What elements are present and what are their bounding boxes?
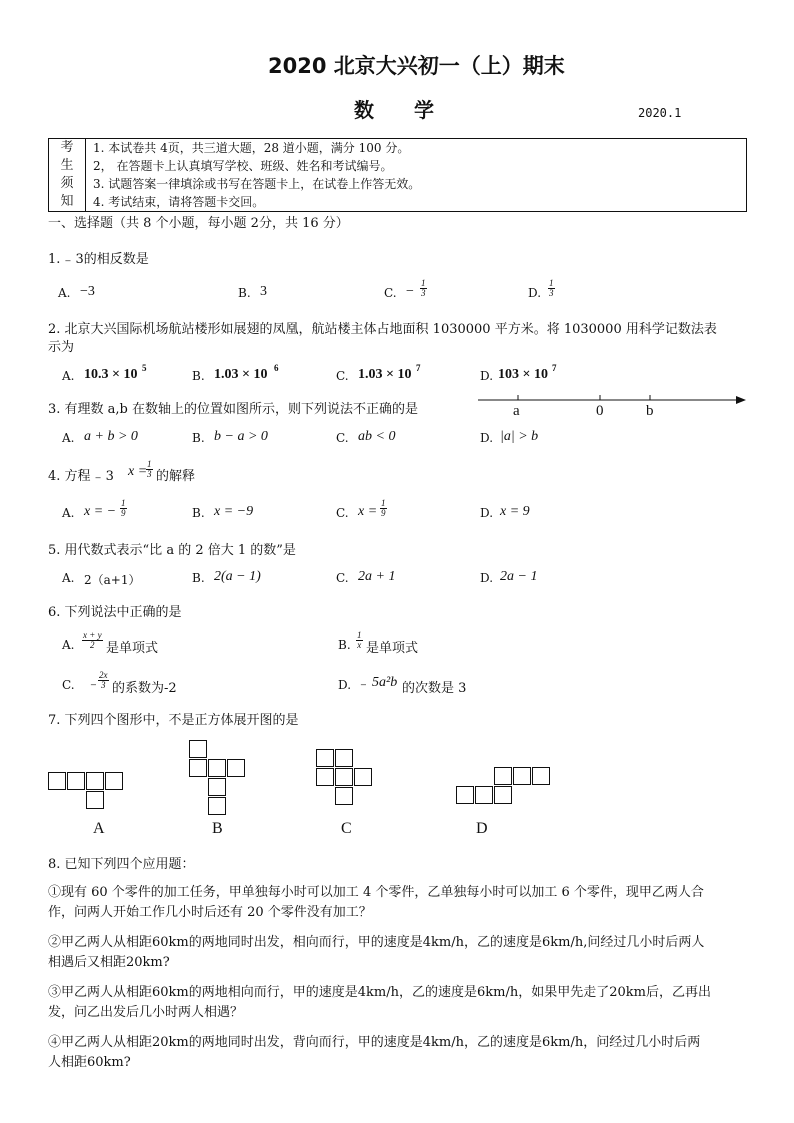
fraction-numerator: 1 [147, 459, 152, 469]
q6-option-c [62, 672, 262, 698]
question-1-stem: 1. ₋ 3的相反数是 [48, 252, 149, 267]
net-cell [227, 759, 245, 777]
problem-line: 发，问乙出发后几小时两人相遇？ [48, 1005, 244, 1020]
option-sign: ₋ [90, 676, 97, 691]
notice-label-char: 须 [60, 176, 74, 191]
stem-math: x = [128, 464, 148, 479]
notice-label-char: 考 [60, 140, 74, 155]
option-label: A. [62, 369, 75, 383]
notice-rule: 1. 本试卷共 4页，共三道大题，28 道小题，满分 100 分。 [93, 141, 410, 155]
option-label: D. [480, 571, 494, 585]
fraction-numerator: 2x [99, 670, 108, 680]
option-math: 5a²b [372, 675, 398, 690]
fraction [548, 279, 555, 298]
problem-line: ①现有 60 个零件的加工任务，甲单独每小时可以加工 4 个零件，乙单独每小时可以加工 6 个零件，现甲乙两人合 [48, 885, 704, 900]
fraction-denominator: 3 [549, 288, 554, 298]
q6-option-b [338, 632, 478, 658]
subject-title: 数学 [354, 98, 474, 122]
option-label: D. [480, 369, 494, 383]
figure-label-c: C [341, 820, 352, 837]
net-cell [354, 768, 372, 786]
problem-line: ③甲乙两人从相距60km的两地相向而行，甲的速度是4km/h，乙的速度是6km/h，如果甲先走了20km后，乙再出 [48, 985, 711, 1000]
option-exponent: 6 [274, 363, 279, 373]
net-cell [189, 759, 207, 777]
option-label: C. [62, 678, 75, 692]
option-text: 的系数为-2 [112, 681, 177, 696]
notice-rule: 4. 考试结束，请将答题卡交回。 [93, 195, 265, 209]
option-exponent: 7 [552, 363, 557, 373]
option-label: A. [62, 506, 75, 520]
question-2-stem: 2. 北京大兴国际机场航站楼形如展翅的凤凰，航站楼主体占地面积 1030000 平方米。将 1030000 用科学记数法表 [48, 322, 717, 337]
option-value: |a| > b [500, 429, 539, 444]
fraction [82, 631, 103, 650]
fraction-denominator: 9 [121, 508, 126, 518]
problem-line: 相遇后又相距20km? [48, 955, 170, 970]
problem-4 [48, 1033, 748, 1073]
option-exponent: 5 [142, 363, 147, 373]
net-cell [86, 791, 104, 809]
net-cell [532, 767, 550, 785]
net-cell [335, 749, 353, 767]
section-heading: 一、选择题（共 8 个小题，每小题 2分，共 16 分） [48, 216, 349, 231]
option-label: A. [62, 571, 75, 585]
problem-line: ②甲乙两人从相距60km的两地同时出发，相向而行，甲的速度是4km/h，乙的速度是6km/h,问经过几小时后两人 [48, 935, 705, 950]
option-exponent: 7 [416, 363, 421, 373]
option-label: D. [338, 678, 352, 692]
figure-label-b: B [212, 820, 223, 837]
option-sign: ₋ [360, 676, 367, 691]
question-5-stem: 5. 用代数式表示“比 a 的 2 倍大 1 的数”是 [48, 543, 296, 558]
net-cell [494, 767, 512, 785]
net-cell [335, 787, 353, 805]
fraction [380, 499, 387, 518]
fraction-denominator: 3 [101, 680, 106, 690]
option-label: B. [192, 431, 205, 445]
fraction-numerator: x + y [83, 630, 102, 640]
notice-rule: 3. 试题答案一律填涂或书写在答题卡上，在试卷上作答无效。 [93, 177, 421, 191]
option-text: 是单项式 [106, 641, 159, 656]
q4-options [62, 498, 582, 526]
option-value: 1.03 × 10 [214, 367, 268, 382]
question-8-stem: 8. 已知下列四个应用题： [48, 857, 195, 872]
option-label: B. [238, 286, 251, 300]
option-value: x = [358, 504, 378, 519]
question-4-stem [48, 459, 268, 486]
option-value: 103 × 10 [498, 367, 548, 382]
option-value: 10.3 × 10 [84, 367, 138, 382]
stem-text: 4. 方程 ₋ 3 [48, 469, 114, 484]
option-value: −3 [80, 284, 95, 299]
problem-line: 人相距60km? [48, 1055, 131, 1070]
net-cell [335, 768, 353, 786]
option-value: a + b > 0 [84, 429, 138, 444]
net-cell [475, 786, 493, 804]
q6-option-a [62, 632, 202, 658]
q1-options [58, 278, 578, 306]
option-value: b − a > 0 [214, 429, 268, 444]
option-label: D. [480, 506, 494, 520]
option-text: 的次数是 3 [402, 681, 467, 696]
fraction [98, 671, 109, 690]
fraction [420, 279, 427, 298]
fraction-denominator: 3 [147, 469, 152, 479]
fraction [356, 631, 363, 650]
question-3-stem: 3. 有理数 a,b 在数轴上的位置如图所示，则下列说法不正确的是 [48, 402, 419, 417]
figure-label-a: A [93, 820, 105, 837]
net-cell [86, 772, 104, 790]
exam-date: 2020.1 [638, 106, 682, 120]
net-cell [456, 786, 474, 804]
net-cell [316, 749, 334, 767]
net-cell [48, 772, 66, 790]
option-value: 2(a − 1) [214, 569, 261, 584]
number-line-label-a: a [513, 403, 520, 419]
net-cell [208, 797, 226, 815]
net-cell [105, 772, 123, 790]
net-cell [208, 759, 226, 777]
net-cell [494, 786, 512, 804]
q6-option-d [338, 672, 538, 698]
q2-options [62, 363, 602, 388]
option-value: ab < 0 [358, 429, 396, 444]
option-label: B. [192, 506, 205, 520]
notice-label-char: 知 [60, 194, 74, 209]
number-line-arrow [736, 396, 746, 404]
net-cell [208, 778, 226, 796]
stem-text: 的解释 [156, 469, 196, 484]
fraction-numerator: 1 [549, 278, 554, 288]
option-value: x = −9 [214, 504, 254, 519]
question-6-stem: 6. 下列说法中正确的是 [48, 605, 182, 620]
problem-2 [48, 933, 748, 973]
option-label: C. [336, 431, 349, 445]
figure-label-d: D [476, 820, 488, 837]
question-7-stem: 7. 下列四个图形中，不是正方体展开图的是 [48, 713, 299, 728]
option-value: 2（a+1） [84, 573, 141, 587]
fraction-numerator: 1 [421, 278, 426, 288]
q5-options [62, 568, 582, 590]
option-label: B. [192, 369, 205, 383]
option-value: − [406, 284, 414, 299]
option-value: 2a + 1 [358, 569, 396, 584]
option-label: D. [480, 431, 494, 445]
problem-3 [48, 983, 748, 1023]
number-line-label-b: b [646, 403, 654, 419]
option-label: A. [62, 638, 75, 652]
option-value: 3 [260, 284, 267, 299]
option-label: B. [192, 571, 205, 585]
q3-options [62, 428, 582, 450]
page-title: 2020 北京大兴初一（上）期末 [268, 54, 565, 78]
option-label: A. [62, 431, 75, 445]
question-2-stem-cont: 示为 [48, 340, 75, 355]
problem-line: ④甲乙两人从相距20km的两地同时出发，背向而行，甲的速度是4km/h，乙的速度是6km/h，问经过几小时后两 [48, 1035, 701, 1050]
fraction [146, 460, 153, 479]
option-label: B. [338, 638, 351, 652]
option-text: 是单项式 [366, 641, 419, 656]
notice-rule: 2， 在答题卡上认真填写学校、班级、姓名和考试编号。 [93, 159, 393, 173]
problem-line: 作，问两人开始工作几小时后还有 20 个零件没有加工？ [48, 905, 372, 920]
option-value: 1.03 × 10 [358, 367, 412, 382]
number-line-label-0: 0 [596, 403, 604, 419]
fraction-numerator: 1 [381, 498, 386, 508]
fraction-numerator: 1 [357, 630, 362, 640]
net-cell [316, 768, 334, 786]
fraction-denominator: 2 [90, 640, 95, 650]
option-label: C. [336, 506, 349, 520]
option-value: x = 9 [500, 504, 530, 519]
option-value: x = − [84, 504, 117, 519]
net-cell [189, 740, 207, 758]
fraction-denominator: x [357, 640, 362, 650]
exam-notice-box [48, 138, 747, 212]
fraction-numerator: 1 [121, 498, 126, 508]
notice-label-char: 生 [60, 158, 74, 173]
option-label: D. [528, 286, 542, 300]
problem-1 [48, 883, 748, 923]
net-cell [67, 772, 85, 790]
option-label: C. [384, 286, 397, 300]
option-label: A. [58, 286, 71, 300]
fraction-denominator: 9 [381, 508, 386, 518]
net-cell [513, 767, 531, 785]
option-label: C. [336, 571, 349, 585]
fraction-denominator: 3 [421, 288, 426, 298]
option-label: C. [336, 369, 349, 383]
fraction [120, 499, 127, 518]
notice-label-column [49, 139, 86, 211]
option-value: 2a − 1 [500, 569, 538, 584]
